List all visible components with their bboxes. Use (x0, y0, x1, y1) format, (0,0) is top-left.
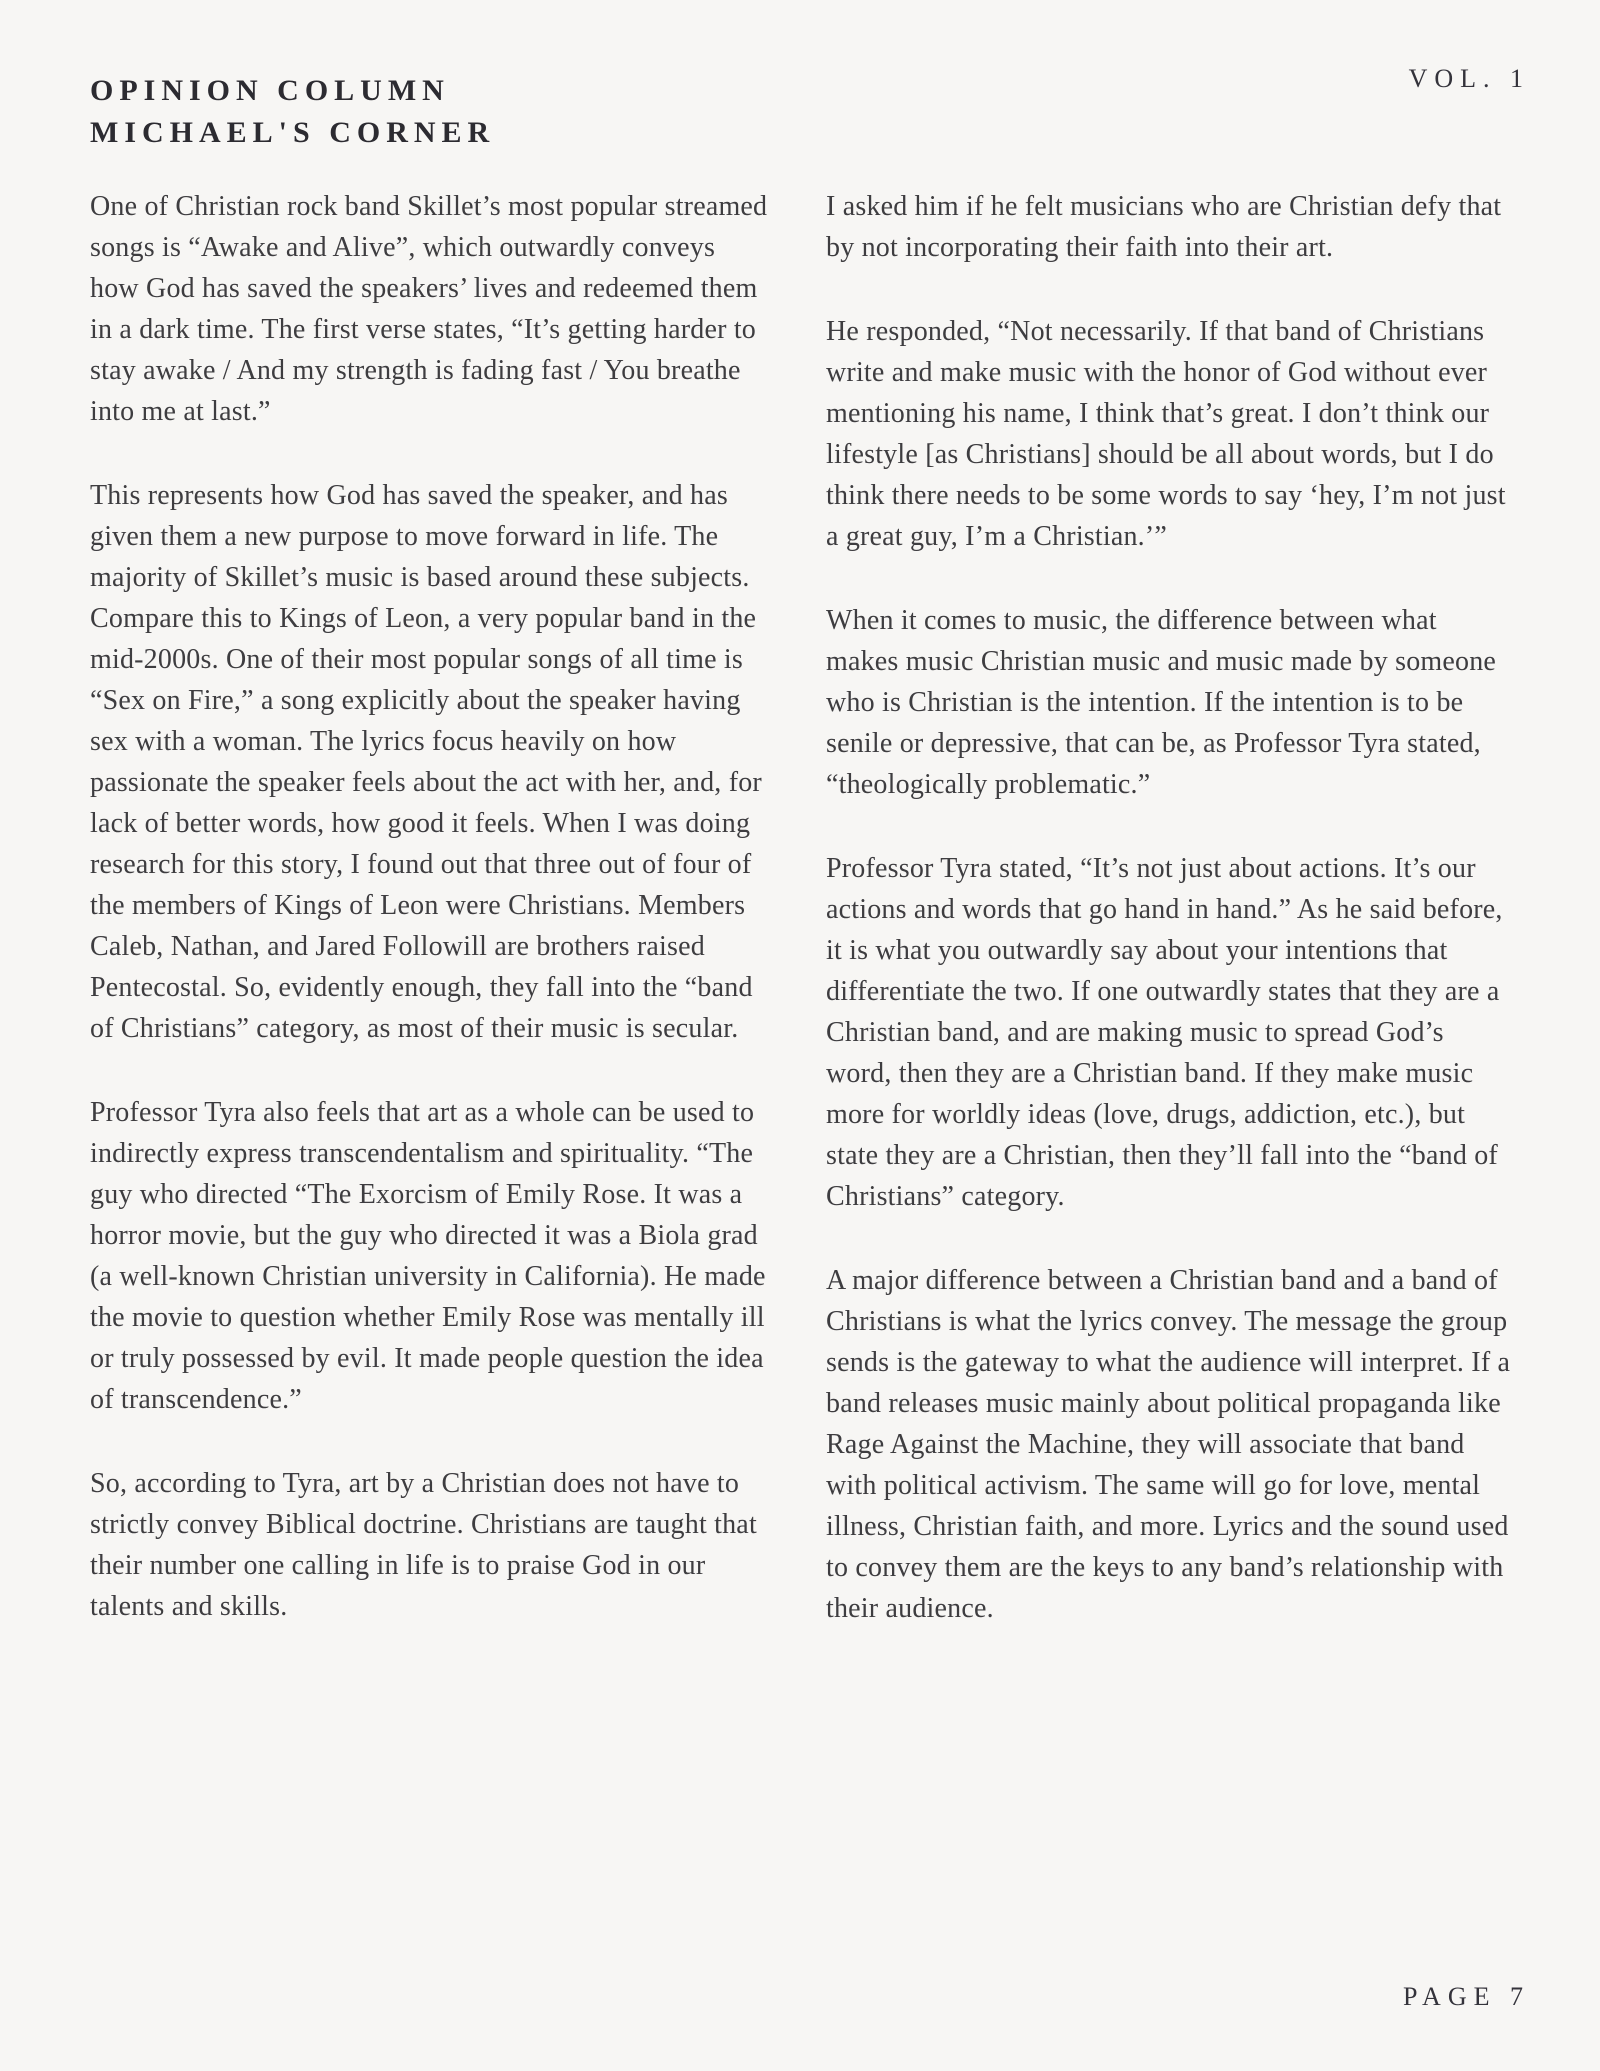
article-paragraph: Professor Tyra also feels that art as a whole can be used to indirectly express transcendentalism and spirituality. “The guy who directed “The Exorcism of Emily Rose. It was a horror movie, but the guy who directed it was a Biola grad (a well-known Christian university in California). He made the movie to question whether Emily Rose was mentally ill or truly possessed by evil. It made people question the idea of transcendence.” (90, 1097, 766, 1415)
article-body (0, 186, 1600, 1672)
opinion-column-kicker: OPINION COLUMN (90, 74, 450, 107)
article-paragraph: A major difference between a Christian band and a band of Christians is what the lyrics convey. The message the group sends is the gateway to what the audience will interpret. If a band releases music mainly about political propaganda like Rage Against the Machine, they will associate that band with political activism. The same will go for love, mental illness, Christian faith, and more. Lyrics and the sound used to convey them are the keys to any band’s relationship with their audience. (826, 1265, 1511, 1624)
page-number: PAGE 7 (1402, 1982, 1530, 2011)
right-column (826, 186, 1516, 1672)
left-column (90, 186, 770, 1672)
article-paragraph: When it comes to music, the difference between what makes music Christian music and music made by someone who is Christian is the intention. If the intention is to be senile or depressive, that can be, as Professor Tyra stated, “theologically problematic.” (826, 605, 1497, 800)
article-paragraph: He responded, “Not necessarily. If that band of Christians write and make music with the honor of God without ever mentioning his name, I think that’s great. I don’t think our lifestyle [as Christians] should be all about words, but I do think there needs to be some words to say ‘hey, I’m not just a great guy, I’m a Christian.’” (826, 316, 1506, 552)
page-header (0, 0, 1600, 154)
column-masthead (90, 70, 495, 154)
article-paragraph: One of Christian rock band Skillet’s most popular streamed songs is “Awake and Alive”, which outwardly conveys how God has saved the speakers’ lives and redeemed them in a dark time. The first verse states, “It’s getting harder to stay awake / And my strength is fading fast / You breathe into me at last.” (90, 191, 768, 427)
article-paragraph: So, according to Tyra, art by a Christian does not have to strictly convey Biblical doctrine. Christians are taught that their number one calling in life is to praise God in our talents and skills. (90, 1468, 757, 1622)
article-paragraph: Professor Tyra stated, “It’s not just about actions. It’s our actions and words that go hand in hand.” As he said before, it is what you outwardly say about your intentions that differentiate the two. If one outwardly states that they are a Christian band, and are making music to spread God’s word, then they are a Christian band. If they make music more for worldly ideas (love, drugs, addiction, etc.), but state they are a Christian, then they’ll fall into the “band of Christians” category. (826, 853, 1503, 1212)
column-title: MICHAEL'S CORNER (90, 116, 496, 149)
article-paragraph: I asked him if he felt musicians who are Christian defy that by not incorporating their faith into their art. (826, 191, 1502, 263)
volume-label: VOL. 1 (1408, 64, 1530, 93)
article-paragraph: This represents how God has saved the speaker, and has given them a new purpose to move forward in life. The majority of Skillet’s music is based around these subjects. Compare this to Kings of Leon, a very popular band in the mid-2000s. One of their most popular songs of all time is “Sex on Fire,” a song explicitly about the speaker having sex with a woman. The lyrics focus heavily on how passionate the speaker feels about the act with her, and, for lack of better words, how good it feels. When I was doing research for this story, I found out that three out of four of the members of Kings of Leon were Christians. Members Caleb, Nathan, and Jared Followill are brothers raised Pentecostal. So, evidently enough, they fall into the “band of Christians” category, as most of their music is secular. (90, 480, 762, 1044)
